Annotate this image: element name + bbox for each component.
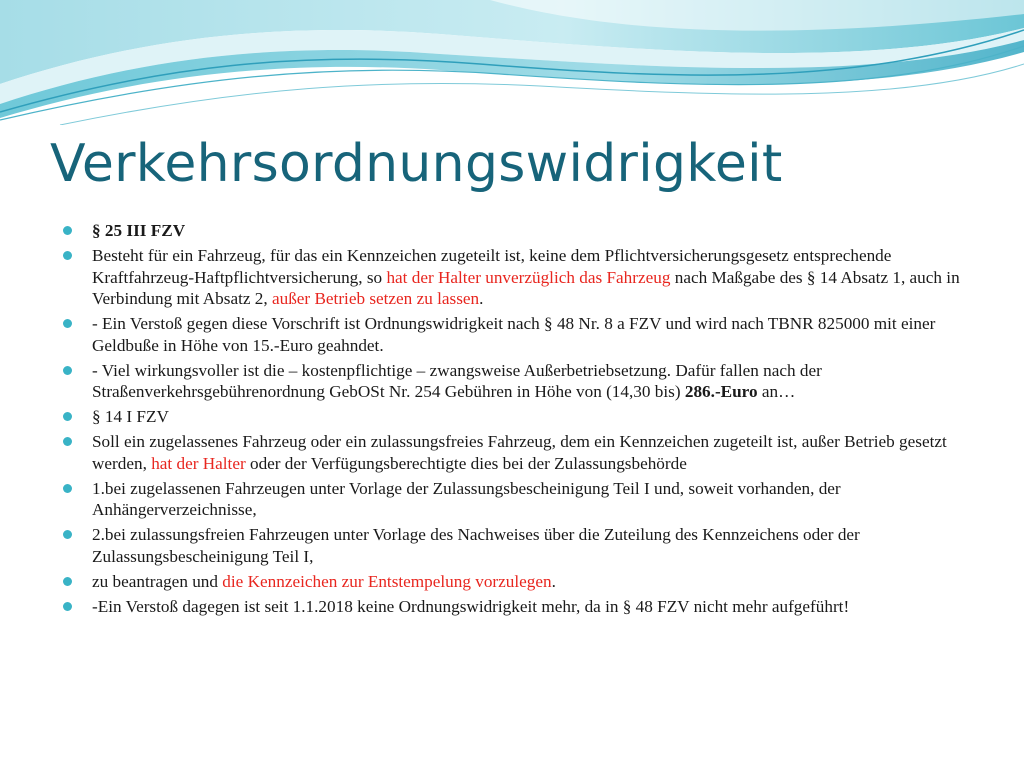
bullet-dot-icon	[63, 577, 72, 586]
bullet-text: 1.bei zugelassenen Fahrzeugen unter Vorlage der Zulassungsbescheinigung Teil I und, soweit vorhanden, der Anhängerverzeichnisse,	[92, 478, 841, 519]
bullet-dot-icon	[63, 412, 72, 421]
bold-text: 286.-Euro	[684, 382, 758, 401]
bullet-verstoss-2018	[58, 596, 978, 618]
bullet-text: § 14 I FZV	[92, 407, 169, 426]
bullet-list	[58, 220, 978, 621]
bullet-punkt-1	[58, 478, 978, 521]
bullet-verstoss-48	[58, 313, 978, 356]
bullet-text: - Viel wirkungsvoller ist die – kostenpflichtige – zwangsweise Außerbetriebsetzung. Dafür fallen nach der Straßenverkehrsgebührenordnung GebOSt Nr. 254 Gebühren in Höhe von (14,30 bis)	[92, 360, 822, 401]
bullet-fzv-25	[58, 220, 978, 242]
highlighted-text: die Kennzeichen zur Entstempelung vorzulegen	[222, 571, 552, 591]
bullet-dot-icon	[63, 530, 72, 539]
slide-title: Verkehrsordnungswidrigkeit	[50, 134, 783, 194]
bullet-text: oder der Verfügungsberechtigte dies bei der Zulassungsbehörde	[245, 453, 687, 473]
bullet-beantragen	[58, 571, 978, 593]
bullet-pflicht	[58, 245, 978, 310]
bullet-text: an…	[757, 382, 796, 401]
bullet-text: .	[479, 289, 484, 308]
highlighted-text: außer Betrieb setzen zu lassen	[271, 289, 480, 308]
wave-header-decoration	[0, 0, 1024, 125]
bullet-text: Besteht für ein Fahrzeug, für das ein Kennzeichen zugeteilt ist, keine dem Pflichtversicherungsgesetz entsprechende Kraftfahrzeug-Haftpflichtversicherung, so	[92, 246, 892, 287]
bullet-dot-icon	[63, 366, 72, 375]
bullet-dot-icon	[63, 437, 72, 446]
bullet-text: - Ein Verstoß gegen diese Vorschrift ist Ordnungswidrigkeit nach § 48 Nr. 8 a FZV und wird nach TBNR 825000 mit einer Geldbuße in Höhe von 15.-Euro geahndet.	[92, 314, 936, 355]
bullet-dot-icon	[63, 251, 72, 260]
bullet-text: 2.bei zulassungsfreien Fahrzeugen unter Vorlage des Nachweises über die Zuteilung des Kennzeichens oder der Zulassungsbescheinigung Teil I,	[92, 525, 860, 566]
bullet-dot-icon	[63, 602, 72, 611]
bullet-text: .	[551, 571, 556, 591]
bullet-text: zu beantragen und	[92, 571, 223, 591]
bullet-dot-icon	[63, 484, 72, 493]
bullet-fzv-14	[58, 406, 978, 428]
highlighted-text: hat der Halter	[151, 453, 246, 473]
bullet-text: -Ein Verstoß dagegen ist seit 1.1.2018 keine Ordnungswidrigkeit mehr, da in § 48 FZV nicht mehr aufgeführt!	[92, 596, 850, 616]
bold-text: § 25 III FZV	[92, 221, 186, 240]
bullet-text: Soll ein zugelassenes Fahrzeug oder ein zulassungsfreies Fahrzeug, dem ein Kennzeichen zugeteilt ist, außer Betrieb gesetzt werden,	[92, 432, 947, 473]
highlighted-text: hat der Halter unverzüglich das Fahrzeug	[386, 267, 671, 287]
bullet-zugelassenes	[58, 431, 978, 474]
bullet-text: nach Maßgabe des § 14 Absatz 1, auch in Verbindung mit Absatz 2,	[92, 267, 960, 308]
bullet-dot-icon	[63, 226, 72, 235]
bullet-dot-icon	[63, 319, 72, 328]
bullet-punkt-2	[58, 524, 978, 567]
bullet-zwangsweise	[58, 360, 978, 403]
